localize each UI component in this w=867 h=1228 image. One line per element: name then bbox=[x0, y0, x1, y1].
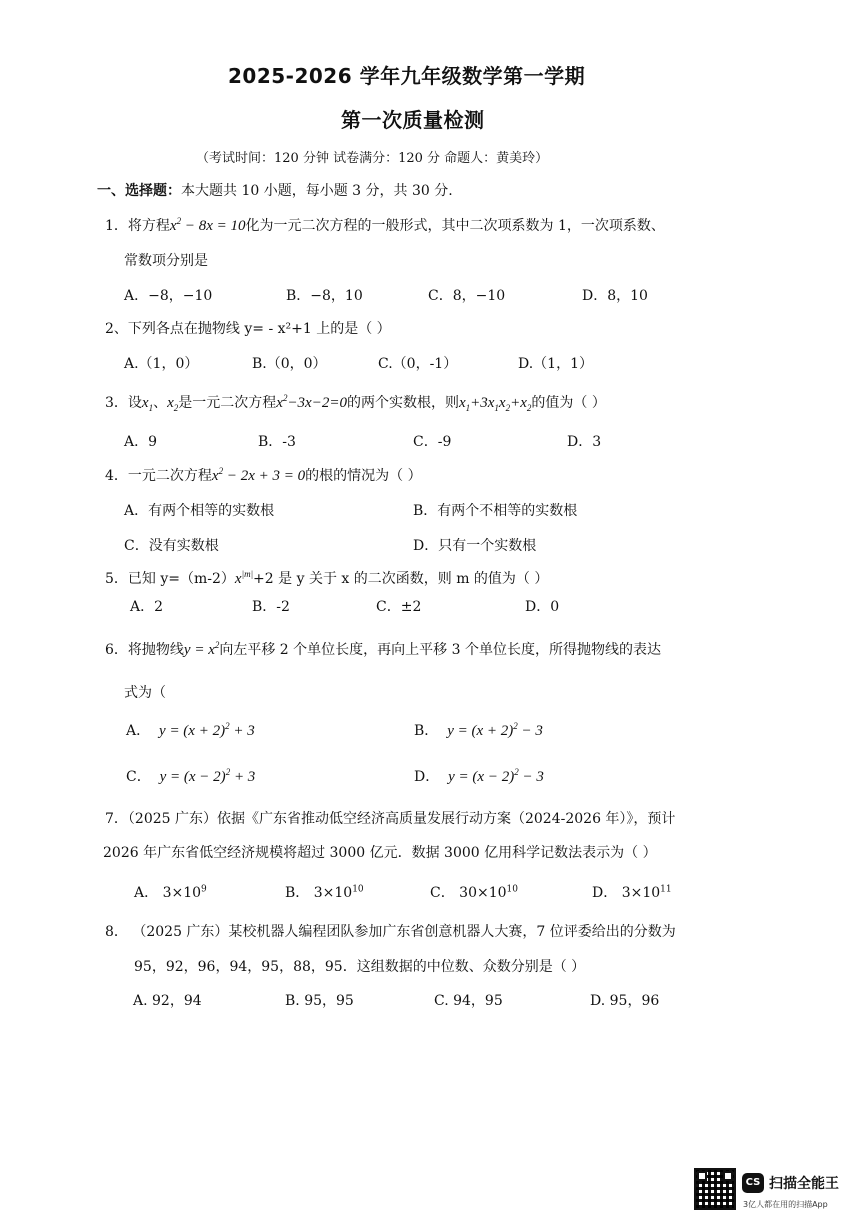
question-5: 5．已知 $y=(m-2)x^{|m|}+2$ 是 y 关于 x 的二次函数，则 m 的值为（ ） bbox=[105, 569, 549, 587]
q4-option-c: C．没有实数根 bbox=[124, 538, 219, 554]
question-8: 8． （2025 广东）某校机器人编程团队参加广东省创意机器人大赛，7 位评委给出的分数为 bbox=[105, 924, 676, 940]
qr-code-icon bbox=[694, 1168, 736, 1210]
q3-option-b: B．-3 bbox=[258, 434, 296, 450]
q1-option-d: D．8，10 bbox=[582, 288, 648, 304]
scanner-tagline: 3亿人都在用的扫描App bbox=[743, 1200, 828, 1209]
question-6: 6．将抛物线$y = x^2$向左平移 2 个单位长度，再向上平移 3 个单位长度，所得抛物线的表达 bbox=[105, 640, 661, 658]
q6-option-d: D． $y = (x - 2)^2 - 3$ bbox=[414, 767, 544, 785]
q6-option-a: A． $y = (x + 2)^2 + 3$ bbox=[126, 721, 255, 739]
q5-option-b: B．-2 bbox=[252, 599, 290, 615]
section-desc: 本大题共 10 小题，每小题 3 分，共 30 分. bbox=[181, 183, 453, 199]
q5-option-d: D．0 bbox=[525, 599, 560, 615]
q2-option-a: A.（1，0） bbox=[124, 356, 199, 372]
q3-equation: $x^2-3x-2=0$ bbox=[276, 393, 347, 411]
question-3: 3．设$x_1$、$x_2$是一元二次方程$x^2-3x-2=0$的两个实数根，则$x_1+3x_1x_2+x_2$的值为（ ） bbox=[105, 393, 606, 413]
q3-option-d: D．3 bbox=[567, 434, 602, 450]
q7-option-c: C． $30\times 10^{10}$ bbox=[430, 884, 518, 901]
q8-option-d: D. 95，96 bbox=[590, 993, 660, 1009]
q1-equation: $x^2 - 8x = 10$ bbox=[169, 216, 246, 234]
question-2: 2、下列各点在抛物线 y= - x²+1 上的是（ ） bbox=[105, 321, 391, 337]
q2-option-d: D.（1，1） bbox=[518, 356, 593, 372]
q2-option-c: C.（0，-1） bbox=[378, 356, 458, 372]
q1-option-b: B．−8，10 bbox=[286, 288, 363, 304]
q6-option-c: C． $y = (x - 2)^2 + 3$ bbox=[126, 767, 256, 785]
exam-info: （考试时间：120 分钟 试卷满分：120 分 命题人：黄美玲） bbox=[196, 151, 549, 166]
q4-option-b: B．有两个不相等的实数根 bbox=[413, 503, 578, 519]
q1-option-c: C．8，−10 bbox=[428, 288, 506, 304]
question-1: 1．将方程$x^2 - 8x = 10$化为一元二次方程的一般形式，其中二次项系数为 1，一次项系数、 bbox=[105, 216, 665, 234]
question-6-line2: 式为（ bbox=[124, 685, 166, 701]
q2-option-b: B.（0，0） bbox=[252, 356, 327, 372]
q5-option-c: C．±2 bbox=[376, 599, 422, 615]
q5-option-a: A．2 bbox=[130, 599, 164, 615]
q4-equation: $x^2 - 2x + 3 = 0$ bbox=[211, 466, 306, 484]
q6-parabola: $y = x^2$ bbox=[183, 640, 220, 658]
scanner-brand-name: 扫描全能王 bbox=[769, 1176, 839, 1192]
camscanner-logo-icon: CS bbox=[742, 1173, 764, 1193]
exam-title: 2025-2026 学年九年级数学第一学期 bbox=[228, 64, 586, 88]
q8-option-a: A. 92，94 bbox=[133, 993, 202, 1009]
q3-option-a: A．9 bbox=[124, 434, 158, 450]
q5-power: $x^{|m|}$ bbox=[234, 569, 254, 587]
question-7: 7．（2025 广东）依据《广东省推动低空经济高质量发展行动方案（2024-2026 年）》，预计 bbox=[105, 811, 676, 827]
question-8-line2: 95，92，96，94，95，88，95．这组数据的中位数、众数分别是（ ） bbox=[134, 959, 586, 975]
section-heading bbox=[97, 180, 453, 200]
question-1-line2: 常数项分别是 bbox=[124, 253, 208, 269]
q7-option-a: A． $3\times 10^9$ bbox=[134, 884, 207, 901]
q4-option-a: A．有两个相等的实数根 bbox=[124, 503, 275, 519]
question-4: 4．一元二次方程$x^2 - 2x + 3 = 0$的根的情况为（ ） bbox=[105, 466, 422, 484]
q4-option-d: D．只有一个实数根 bbox=[413, 538, 537, 554]
q3-option-c: C．-9 bbox=[413, 434, 452, 450]
q7-option-b: B． $3\times 10^{10}$ bbox=[285, 884, 364, 901]
q1-option-a: A．−8，−10 bbox=[124, 288, 213, 304]
q6-option-b: B． $y = (x + 2)^2 - 3$ bbox=[414, 721, 543, 739]
question-7-line2: 2026 年广东省低空经济规模将超过 3000 亿元．数据 3000 亿用科学记数法表示为（ ） bbox=[103, 845, 657, 861]
q8-option-b: B. 95，95 bbox=[285, 993, 354, 1009]
section-label: 一、选择题： bbox=[97, 183, 181, 199]
exam-subtitle: 第一次质量检测 bbox=[341, 108, 485, 132]
q3-expression: $x_1+3x_1x_2+x_2$ bbox=[458, 395, 532, 413]
q8-option-c: C. 94，95 bbox=[434, 993, 503, 1009]
q7-option-d: D． $3\times 10^{11}$ bbox=[592, 884, 672, 901]
